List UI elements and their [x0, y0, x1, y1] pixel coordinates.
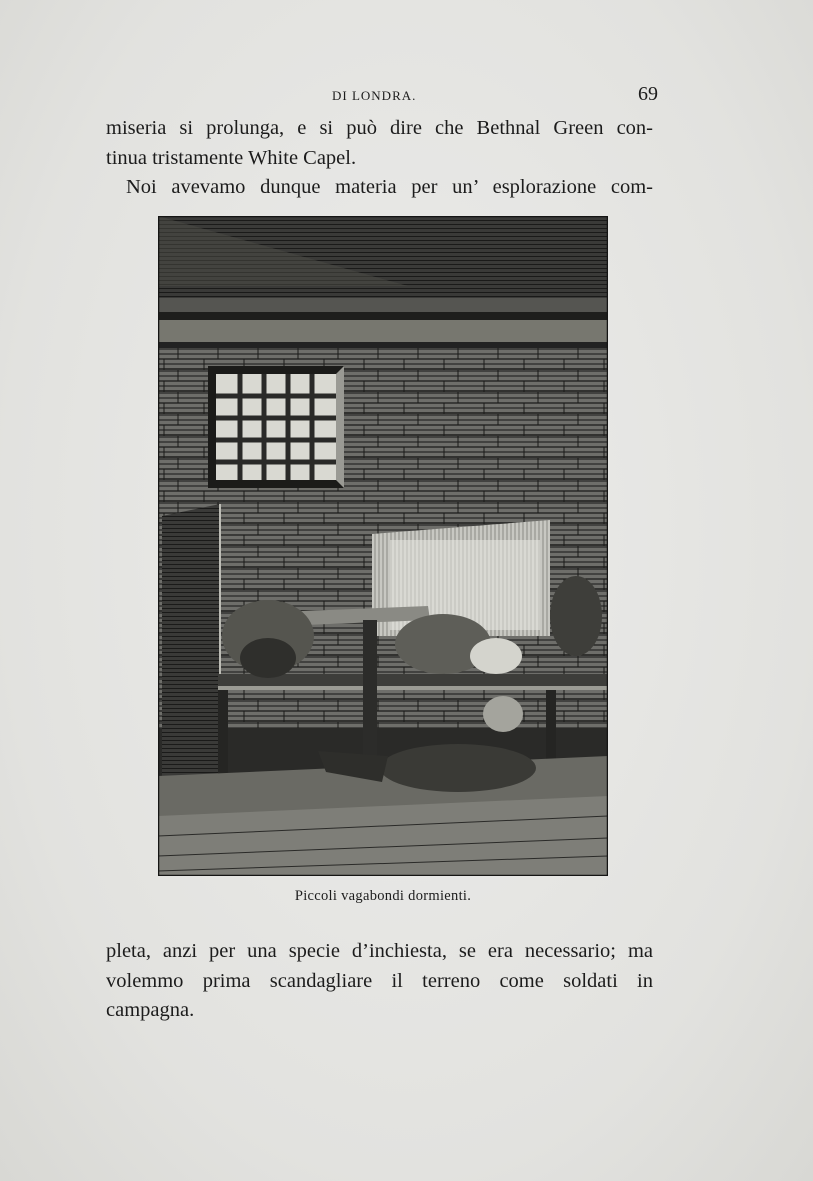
paragraph-bottom: [106, 937, 653, 1026]
text-line: Noi avevamo dunque materia per un’ esplorazione com-: [126, 176, 653, 198]
text-line: volemmo prima scandagliare il terreno come soldati in: [106, 969, 653, 992]
page-number: 69: [638, 83, 658, 105]
text-line: campagna.: [106, 999, 195, 1021]
running-head: [106, 83, 658, 108]
text-line: tinua tristamente White Capel.: [106, 146, 357, 169]
engraving-illustration: [158, 216, 608, 876]
figure-caption: Piccoli vagabondi dormienti.: [294, 888, 472, 904]
running-title: DI LONDRA.: [332, 88, 417, 103]
text-line: miseria si prolunga, e si può dire che Bethnal Green con-: [106, 117, 653, 139]
paragraph-top: [106, 114, 653, 203]
text-line: pleta, anzi per una specie d’inchiesta, se era necessario; ma: [106, 940, 653, 962]
